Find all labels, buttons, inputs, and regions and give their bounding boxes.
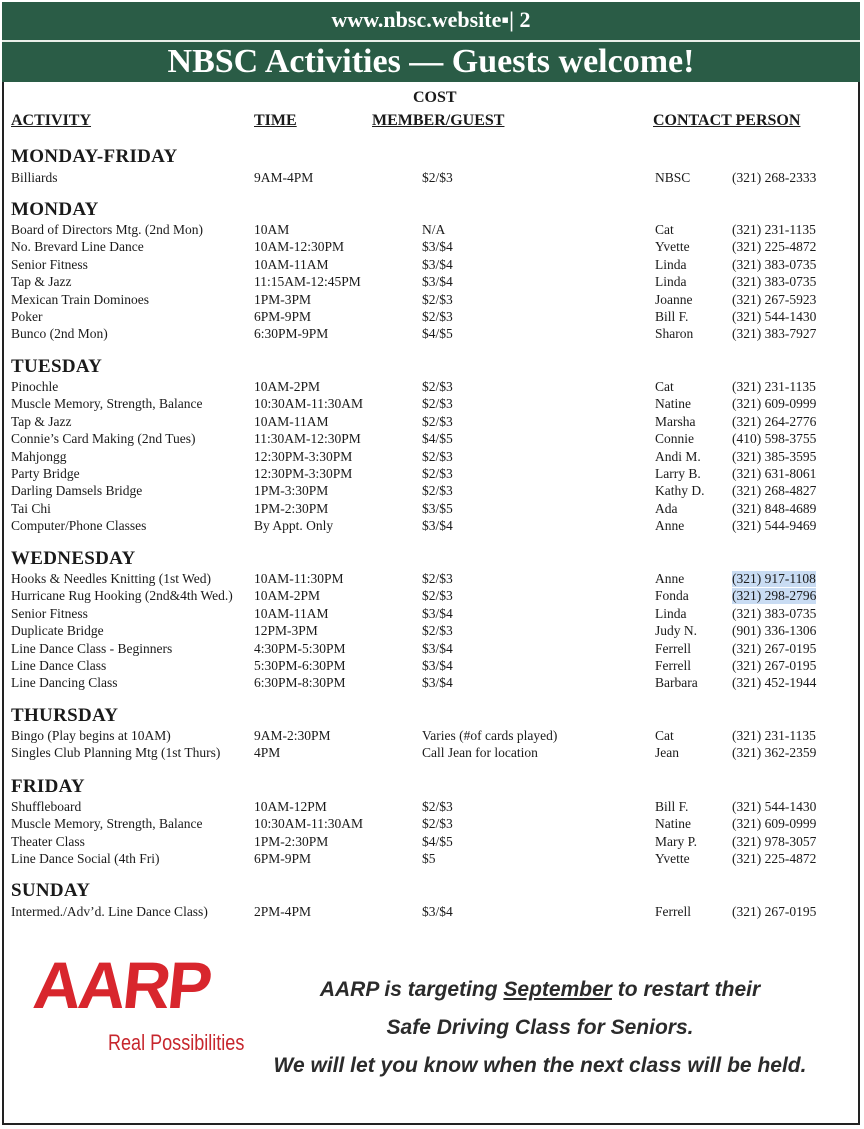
row-time: 10:30AM-11:30AM bbox=[254, 816, 364, 832]
aarp-month: September bbox=[503, 978, 612, 1001]
row-time: 4:30PM-5:30PM bbox=[254, 640, 346, 656]
row-time: 10AM-11AM bbox=[254, 413, 329, 429]
row-phone: (321) 267-0195 bbox=[732, 658, 817, 673]
row-activity: Shuffleboard bbox=[11, 799, 82, 814]
row-phone: (901) 336-1306 bbox=[732, 623, 817, 639]
row-cost: $2/$3 bbox=[422, 483, 453, 499]
row-time: 6:30PM-9PM bbox=[254, 326, 329, 342]
row-activity: Senior Fitness bbox=[11, 605, 88, 621]
activity-row bbox=[0, 257, 864, 275]
row-activity: Intermed./Adv’d. Line Dance Class) bbox=[11, 904, 208, 919]
website-banner: www.nbsc.website▪| 2 bbox=[2, 2, 860, 40]
row-phone: (321) 544-1430 bbox=[732, 309, 817, 324]
row-activity: Tap & Jazz bbox=[11, 413, 72, 429]
row-phone: (321) 267-0195 bbox=[732, 904, 817, 919]
row-time: 12:30PM-3:30PM bbox=[254, 448, 353, 464]
row-time: 12:30PM-3:30PM bbox=[254, 466, 353, 481]
activity-row bbox=[0, 326, 864, 344]
row-activity: Muscle Memory, Strength, Balance bbox=[11, 816, 203, 832]
activity-row bbox=[0, 396, 864, 414]
row-activity: Party Bridge bbox=[11, 466, 80, 481]
row-phone: (321) 231-1135 bbox=[732, 728, 816, 743]
activity-row bbox=[0, 728, 864, 746]
activity-row bbox=[0, 483, 864, 501]
row-cost: $3/$4 bbox=[422, 256, 453, 272]
row-activity: Duplicate Bridge bbox=[11, 623, 104, 639]
row-phone: (321) 631-8061 bbox=[732, 466, 817, 481]
row-person: Judy N. bbox=[655, 623, 698, 639]
row-activity: Theater Class bbox=[11, 833, 85, 849]
row-phone: (321) 383-0735 bbox=[732, 256, 817, 272]
row-phone: (410) 598-3755 bbox=[732, 431, 817, 447]
aarp-message-line-2: Safe Driving Class for Seniors. bbox=[386, 1016, 694, 1039]
row-person: Marsha bbox=[655, 413, 696, 429]
row-person: Ferrell bbox=[655, 904, 691, 919]
row-time: 6:30PM-8:30PM bbox=[254, 675, 346, 691]
row-activity: Line Dance Social (4th Fri) bbox=[11, 851, 160, 867]
row-person: Ferrell bbox=[655, 640, 691, 656]
activity-row bbox=[0, 606, 864, 624]
row-cost: N/A bbox=[422, 222, 446, 237]
activity-row bbox=[0, 518, 864, 536]
member-guest-column-header: MEMBER/GUEST bbox=[372, 112, 505, 129]
row-activity: Computer/Phone Classes bbox=[11, 518, 147, 534]
row-time: 10AM-2PM bbox=[254, 588, 321, 604]
row-phone: (321) 383-0735 bbox=[732, 605, 817, 621]
row-time: 10AM-12:30PM bbox=[254, 239, 345, 255]
day-heading: WEDNESDAY bbox=[11, 548, 136, 569]
contact-column-header: CONTACT PERSON bbox=[653, 112, 801, 129]
row-activity: Bunco (2nd Mon) bbox=[11, 326, 108, 342]
row-person: Cat bbox=[655, 379, 674, 394]
row-cost: $2/$3 bbox=[422, 623, 453, 639]
row-time: 4PM bbox=[254, 745, 281, 761]
row-activity: Tap & Jazz bbox=[11, 274, 72, 290]
row-person: Cat bbox=[655, 222, 674, 237]
row-person: Cat bbox=[655, 728, 674, 743]
day-heading: SUNDAY bbox=[11, 880, 91, 901]
day-heading: THURSDAY bbox=[11, 705, 119, 726]
row-activity: Darling Damsels Bridge bbox=[11, 483, 143, 499]
activity-row bbox=[0, 588, 864, 606]
row-time: 10AM-2PM bbox=[254, 379, 321, 394]
row-cost: $5 bbox=[422, 851, 436, 867]
activity-row bbox=[0, 571, 864, 589]
row-time: 6PM-9PM bbox=[254, 309, 312, 324]
row-cost: $3/$5 bbox=[422, 500, 453, 516]
aarp-wordmark: AARP bbox=[30, 948, 213, 1022]
aarp-message-line-1: AARP is targeting September to restart their bbox=[319, 978, 761, 1001]
cost-header: COST bbox=[413, 89, 457, 106]
row-phone: (321) 225-4872 bbox=[732, 239, 817, 255]
row-cost: $3/$4 bbox=[422, 605, 453, 621]
row-time: 10AM-11AM bbox=[254, 256, 329, 272]
row-person: Anne bbox=[655, 518, 685, 534]
row-time: 2PM-4PM bbox=[254, 904, 312, 919]
row-person: Barbara bbox=[655, 675, 698, 691]
activity-row bbox=[0, 623, 864, 641]
row-cost: $3/$4 bbox=[422, 239, 453, 255]
activity-row bbox=[0, 658, 864, 676]
activity-row bbox=[0, 379, 864, 397]
activity-row bbox=[0, 904, 864, 922]
row-cost: $3/$4 bbox=[422, 518, 453, 534]
row-person: Sharon bbox=[655, 326, 694, 342]
row-activity: Bingo (Play begins at 10AM) bbox=[11, 728, 171, 743]
row-cost: $3/$4 bbox=[422, 640, 453, 656]
activity-row bbox=[0, 414, 864, 432]
row-cost: $2/$3 bbox=[422, 799, 453, 814]
day-heading: FRIDAY bbox=[11, 776, 85, 797]
row-person: Anne bbox=[655, 571, 685, 586]
row-phone: (321) 231-1135 bbox=[732, 222, 816, 237]
row-cost: $2/$3 bbox=[422, 816, 453, 832]
row-phone: (321) 383-7927 bbox=[732, 326, 817, 342]
row-activity: Singles Club Planning Mtg (1st Thurs) bbox=[11, 745, 221, 761]
row-person: Natine bbox=[655, 396, 691, 412]
row-person: Natine bbox=[655, 816, 691, 832]
row-time: 11:15AM-12:45PM bbox=[254, 274, 361, 290]
row-activity: Hurricane Rug Hooking (2nd&4th Wed.) bbox=[11, 588, 233, 604]
activity-row bbox=[0, 431, 864, 449]
time-column-header: TIME bbox=[254, 112, 297, 129]
row-phone: (321) 225-4872 bbox=[732, 851, 817, 867]
row-phone: (321) 231-1135 bbox=[732, 379, 816, 394]
row-cost: $2/$3 bbox=[422, 413, 453, 429]
row-time: 1PM-3:30PM bbox=[254, 483, 329, 499]
activity-row bbox=[0, 274, 864, 292]
row-person: Yvette bbox=[655, 851, 690, 867]
row-time: 10AM-11:30PM bbox=[254, 571, 344, 586]
aarp-tagline: Real Possibilities bbox=[108, 1030, 245, 1055]
row-person: NBSC bbox=[655, 170, 691, 185]
row-time: 10AM-12PM bbox=[254, 799, 327, 814]
day-heading: MONDAY-FRIDAY bbox=[11, 146, 178, 167]
activity-row bbox=[0, 745, 864, 763]
row-time: 9AM-4PM bbox=[254, 170, 314, 185]
row-time: 10:30AM-11:30AM bbox=[254, 396, 364, 412]
row-phone: (321) 452-1944 bbox=[732, 675, 817, 691]
row-time: 1PM-2:30PM bbox=[254, 833, 329, 849]
row-time: 10AM-11AM bbox=[254, 605, 329, 621]
row-activity: Line Dance Class bbox=[11, 658, 107, 673]
row-phone: (321) 544-9469 bbox=[732, 518, 817, 534]
activity-row bbox=[0, 222, 864, 240]
row-person: Mary P. bbox=[655, 833, 698, 849]
row-cost: $2/$3 bbox=[422, 309, 453, 324]
row-activity: Line Dance Class - Beginners bbox=[11, 640, 173, 656]
row-activity: Muscle Memory, Strength, Balance bbox=[11, 396, 203, 412]
activity-row bbox=[0, 675, 864, 693]
row-phone: (321) 385-3595 bbox=[732, 448, 817, 464]
row-cost: $4/$5 bbox=[422, 326, 453, 342]
row-person: Joanne bbox=[655, 291, 693, 307]
row-person: Linda bbox=[655, 274, 687, 290]
row-cost: $3/$4 bbox=[422, 274, 453, 290]
row-person: Linda bbox=[655, 256, 687, 272]
row-activity: No. Brevard Line Dance bbox=[11, 239, 144, 255]
row-activity: Hooks & Needles Knitting (1st Wed) bbox=[11, 571, 212, 586]
row-activity: Line Dancing Class bbox=[11, 675, 118, 691]
aarp-message-line-3: We will let you know when the next class will be held. bbox=[273, 1054, 807, 1077]
row-activity: Pinochle bbox=[11, 379, 59, 394]
activity-row bbox=[0, 799, 864, 817]
row-time: 10AM bbox=[254, 222, 290, 237]
row-cost: $3/$4 bbox=[422, 675, 453, 691]
row-phone: (321) 362-2359 bbox=[732, 745, 817, 761]
row-activity: Billiards bbox=[11, 170, 58, 185]
row-person: Fonda bbox=[655, 588, 689, 604]
row-phone: (321) 264-2776 bbox=[732, 413, 817, 429]
row-phone: (321) 544-1430 bbox=[732, 799, 817, 814]
row-phone: (321) 978-3057 bbox=[732, 833, 817, 849]
day-heading: MONDAY bbox=[11, 199, 99, 220]
row-time: 6PM-9PM bbox=[254, 851, 312, 867]
row-time: 11:30AM-12:30PM bbox=[254, 431, 361, 447]
row-phone: (321) 298-2796 bbox=[732, 588, 817, 604]
row-person: Jean bbox=[655, 745, 679, 761]
row-cost: $2/$3 bbox=[422, 448, 453, 464]
row-phone: (321) 267-5923 bbox=[732, 291, 817, 307]
activity-row bbox=[0, 309, 864, 327]
activity-row bbox=[0, 466, 864, 484]
row-phone: (321) 917-1108 bbox=[732, 571, 816, 586]
row-activity: Senior Fitness bbox=[11, 256, 88, 272]
aarp-logo bbox=[28, 948, 245, 1072]
row-activity: Mahjongg bbox=[11, 448, 67, 464]
row-cost: $2/$3 bbox=[422, 571, 453, 586]
row-time: 9AM-2:30PM bbox=[254, 728, 331, 743]
row-cost: $3/$4 bbox=[422, 658, 453, 673]
row-cost: Varies (#of cards played) bbox=[422, 728, 558, 743]
row-person: Larry B. bbox=[655, 466, 701, 481]
activity-row bbox=[0, 170, 864, 188]
row-cost: $2/$3 bbox=[422, 396, 453, 412]
row-phone: (321) 383-0735 bbox=[732, 274, 817, 290]
row-phone: (321) 609-0999 bbox=[732, 396, 817, 412]
activity-row bbox=[0, 501, 864, 519]
activity-column-header: ACTIVITY bbox=[11, 112, 92, 129]
row-activity: Connie’s Card Making (2nd Tues) bbox=[11, 431, 196, 447]
row-time: By Appt. Only bbox=[254, 518, 334, 534]
row-phone: (321) 268-4827 bbox=[732, 483, 817, 499]
row-person: Connie bbox=[655, 431, 694, 447]
activity-row bbox=[0, 641, 864, 659]
row-activity: Tai Chi bbox=[11, 500, 51, 516]
row-person: Andi M. bbox=[655, 448, 701, 464]
row-cost: $4/$5 bbox=[422, 833, 453, 849]
row-activity: Board of Directors Mtg. (2nd Mon) bbox=[11, 222, 203, 237]
row-activity: Mexican Train Dominoes bbox=[11, 291, 149, 307]
row-time: 5:30PM-6:30PM bbox=[254, 658, 346, 673]
activity-row bbox=[0, 292, 864, 310]
row-cost: $2/$3 bbox=[422, 588, 453, 604]
row-person: Linda bbox=[655, 605, 687, 621]
row-person: Ada bbox=[655, 500, 678, 516]
row-phone: (321) 267-0195 bbox=[732, 640, 817, 656]
row-cost: Call Jean for location bbox=[422, 745, 538, 761]
activity-row bbox=[0, 816, 864, 834]
row-cost: $2/$3 bbox=[422, 379, 453, 394]
row-person: Kathy D. bbox=[655, 483, 705, 499]
row-time: 1PM-3PM bbox=[254, 291, 312, 307]
row-phone: (321) 609-0999 bbox=[732, 816, 817, 832]
activity-row bbox=[0, 851, 864, 869]
day-heading: TUESDAY bbox=[11, 356, 103, 377]
row-person: Ferrell bbox=[655, 658, 691, 673]
activity-row bbox=[0, 239, 864, 257]
activity-row bbox=[0, 834, 864, 852]
row-activity: Poker bbox=[11, 309, 43, 324]
row-cost: $2/$3 bbox=[422, 291, 453, 307]
row-cost: $4/$5 bbox=[422, 431, 453, 447]
row-person: Bill F. bbox=[655, 309, 689, 324]
row-cost: $2/$3 bbox=[422, 466, 453, 481]
row-time: 12PM-3PM bbox=[254, 623, 318, 639]
row-cost: $3/$4 bbox=[422, 904, 453, 919]
page-title: NBSC Activities — Guests welcome! bbox=[2, 40, 860, 82]
row-person: Yvette bbox=[655, 239, 690, 255]
row-cost: $2/$3 bbox=[422, 170, 453, 185]
row-person: Bill F. bbox=[655, 799, 689, 814]
activity-row bbox=[0, 449, 864, 467]
row-time: 1PM-2:30PM bbox=[254, 500, 329, 516]
row-phone: (321) 268-2333 bbox=[732, 170, 817, 185]
row-phone: (321) 848-4689 bbox=[732, 500, 817, 516]
